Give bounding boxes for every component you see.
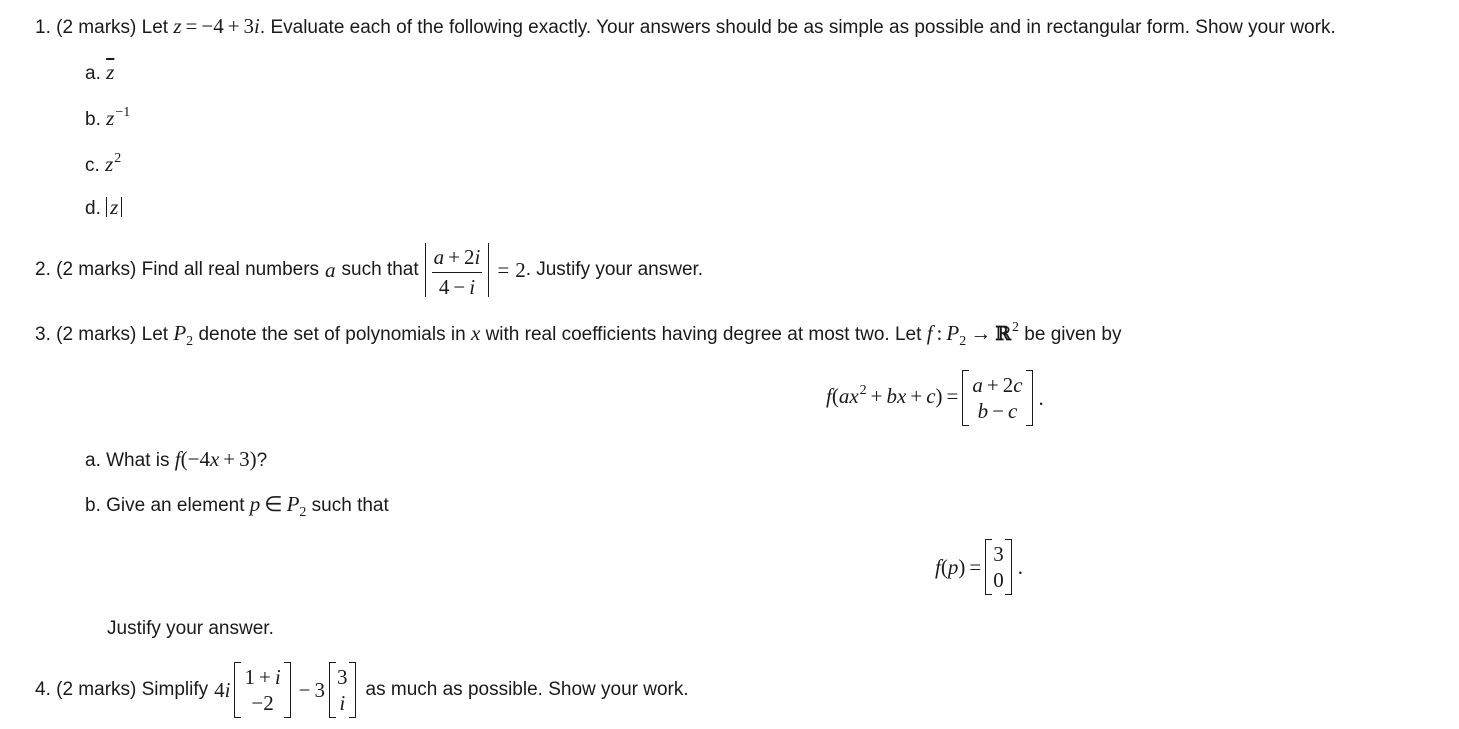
- q1-part-b-label: b.: [85, 109, 101, 130]
- q3-part-b-equation: [935, 536, 1023, 598]
- q3-justify: [107, 617, 274, 641]
- q3-part-b-lhs: f(p) =: [935, 555, 982, 579]
- q3-part-b-end: such that: [311, 495, 389, 516]
- q3-part-a-expression: f(−4x + 3): [174, 447, 257, 471]
- q4-minus-three: − 3: [298, 678, 326, 702]
- q3-mid2: with real coefficients having degree at most two. Let: [485, 324, 922, 345]
- question-3-statement: [35, 321, 1121, 349]
- question-4-statement: [35, 659, 689, 721]
- q3-part-b-target-vector: 3 0: [985, 539, 1012, 595]
- q3-function-definition: [826, 366, 1044, 430]
- q2-modulus-expression: [425, 243, 490, 297]
- q3-part-b-period: .: [1017, 555, 1023, 579]
- q1-part-d-label: d.: [85, 198, 101, 219]
- q3-part-b-label: b. Give an element: [85, 495, 245, 516]
- q1-part-c-label: c.: [85, 155, 100, 176]
- q1-z-definition: z = −4 + 3i: [173, 14, 260, 38]
- q3-part-a-label: a. What is: [85, 450, 170, 471]
- q1-part-a: [85, 60, 114, 86]
- q1-intro: 1. (2 marks) Let: [35, 17, 169, 38]
- q3-function-lhs: $f(ax^2$ + bx + c) =: [826, 383, 959, 408]
- q2-intro: 2. (2 marks) Find all real numbers: [35, 259, 320, 280]
- q3-part-b-element: p ∈ $P_2$: [249, 492, 307, 520]
- q3-p2-symbol: $P_2$: [173, 321, 194, 349]
- q2-rest: . Justify your answer.: [525, 259, 704, 280]
- q4-vector-1: 1 + i −2: [234, 662, 290, 718]
- q1-part-a-label: a.: [85, 63, 101, 84]
- q1-part-a-conjugate: $\overline{z}$: [106, 60, 115, 84]
- q1-part-d: [85, 197, 122, 221]
- q3-part-a-end: ?: [256, 450, 268, 471]
- q3-function-signature: f : $P_2$ → ℝ$^2$: [926, 320, 1019, 349]
- q2-mid: such that: [341, 259, 419, 280]
- q4-rest: as much as possible. Show your work.: [365, 679, 689, 700]
- q1-part-c: [85, 152, 121, 180]
- q1-part-b-inverse: $z^{-1}$: [106, 105, 131, 130]
- q2-variable-a: a: [325, 258, 336, 282]
- q4-coefficient-4i: 4i: [214, 678, 231, 702]
- q3-intro: 3. (2 marks) Let: [35, 324, 169, 345]
- q4-vector-2: 3 i: [329, 662, 356, 718]
- q2-equals-two: = 2: [497, 258, 526, 282]
- q4-intro: 4. (2 marks) Simplify: [35, 679, 209, 700]
- q2-fraction: $\frac{a + 2i}{4 - i}$: [433, 244, 481, 299]
- q3-function-rhs-matrix: a + 2c b − c: [962, 370, 1032, 426]
- q1-part-c-square: $z^2$: [105, 151, 122, 176]
- q3-part-b: [85, 492, 389, 520]
- q3-definition-period: .: [1038, 386, 1044, 410]
- q3-justify-text: Justify your answer.: [107, 618, 274, 639]
- question-1-statement: [35, 14, 1336, 40]
- q3-variable-x: x: [470, 321, 481, 345]
- q1-part-d-modulus: z: [106, 197, 122, 217]
- question-2-statement: [35, 241, 703, 299]
- q1-rest: . Evaluate each of the following exactly. Your answers should be as simple as possible and in rectangular form. Show your work.: [259, 17, 1336, 38]
- q1-part-b: [85, 106, 130, 134]
- q3-part-a: [85, 447, 267, 473]
- q3-mid1: denote the set of polynomials in: [198, 324, 466, 345]
- q3-rest: be given by: [1024, 324, 1122, 345]
